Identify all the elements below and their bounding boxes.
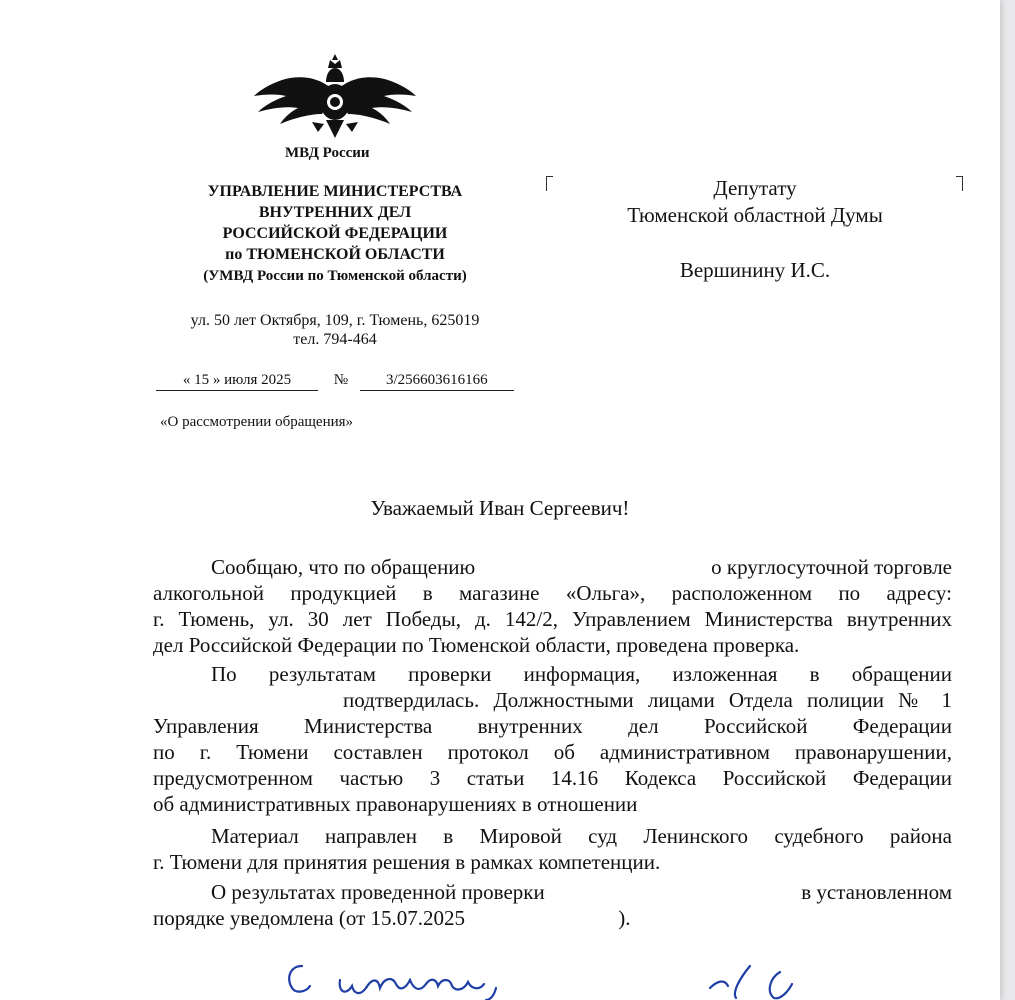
org-phone: тел. 794-464 <box>293 331 377 348</box>
body-line-8: по г. Тюмени составлен протокол об административном правонарушении, <box>153 740 952 764</box>
org-name-line-4: по ТЮМЕНСКОЙ ОБЛАСТИ <box>225 246 445 263</box>
number-sign: № <box>333 372 349 388</box>
org-address: ул. 50 лет Октября, 109, г. Тюмень, 625019 <box>190 312 480 329</box>
ministry-short-name: МВД России <box>285 145 370 161</box>
registration-number: 3/256603616166 <box>360 372 514 391</box>
body-line-7: Управления Министерства внутренних дел Российской Федерации <box>153 714 952 738</box>
body-line-6: подтвердилась. Должностными лицами Отдела полиции № 1 <box>343 688 952 712</box>
body-line-2: алкогольной продукцией в магазине «Ольга», расположенном по адресу: <box>153 581 952 605</box>
body-line-4: дел Российской Федерации по Тюменской области, проведена проверка. <box>153 633 800 657</box>
org-name-line-3: РОССИЙСКОЙ ФЕДЕРАЦИИ <box>222 225 448 242</box>
mvd-eagle-emblem-icon <box>252 52 418 142</box>
body-line-14: порядке уведомлена (от 15.07.2025 ). <box>153 906 631 930</box>
recipient-body: Тюменской областной Думы <box>627 203 883 227</box>
signature-text <box>300 958 306 959</box>
recipient-name: Вершинину И.С. <box>679 258 831 282</box>
body-line-5: По результатам проверки информация, изложенная в обращении <box>211 662 952 686</box>
body-line-11: Материал направлен в Мировой суд Ленинского судебного района <box>211 824 952 848</box>
greeting: Уважаемый Иван Сергеевич! <box>370 496 630 520</box>
handwritten-signature <box>280 948 820 1000</box>
body-line-13: О результатах проведенной проверки в установленном <box>211 880 952 904</box>
registration-line <box>156 372 514 391</box>
body-line-12: г. Тюмени для принятия решения в рамках компетенции. <box>153 850 661 874</box>
address-bracket-right <box>956 176 963 191</box>
org-name-line-2: ВНУТРЕННИХ ДЕЛ <box>258 204 412 221</box>
org-name-line-1: УПРАВЛЕНИЕ МИНИСТЕРСТВА <box>207 183 463 200</box>
body-line-10: об административных правонарушениях в отношении <box>153 792 638 816</box>
org-name-abbrev: (УМВД России по Тюменской области) <box>203 268 467 284</box>
address-bracket-left <box>546 176 553 191</box>
recipient-title: Депутату <box>713 176 797 200</box>
letter-subject: «О рассмотрении обращения» <box>160 414 354 430</box>
body-line-1: Сообщаю, что по обращению о круглосуточной торговле <box>211 555 952 579</box>
letter-date: « 15 » июля 2025 <box>156 372 318 391</box>
body-line-9: предусмотренном частью 3 статьи 14.16 Кодекса Российской Федерации <box>153 766 952 790</box>
body-line-3: г. Тюмень, ул. 30 лет Победы, д. 142/2, Управлением Министерства внутренних <box>153 607 952 631</box>
